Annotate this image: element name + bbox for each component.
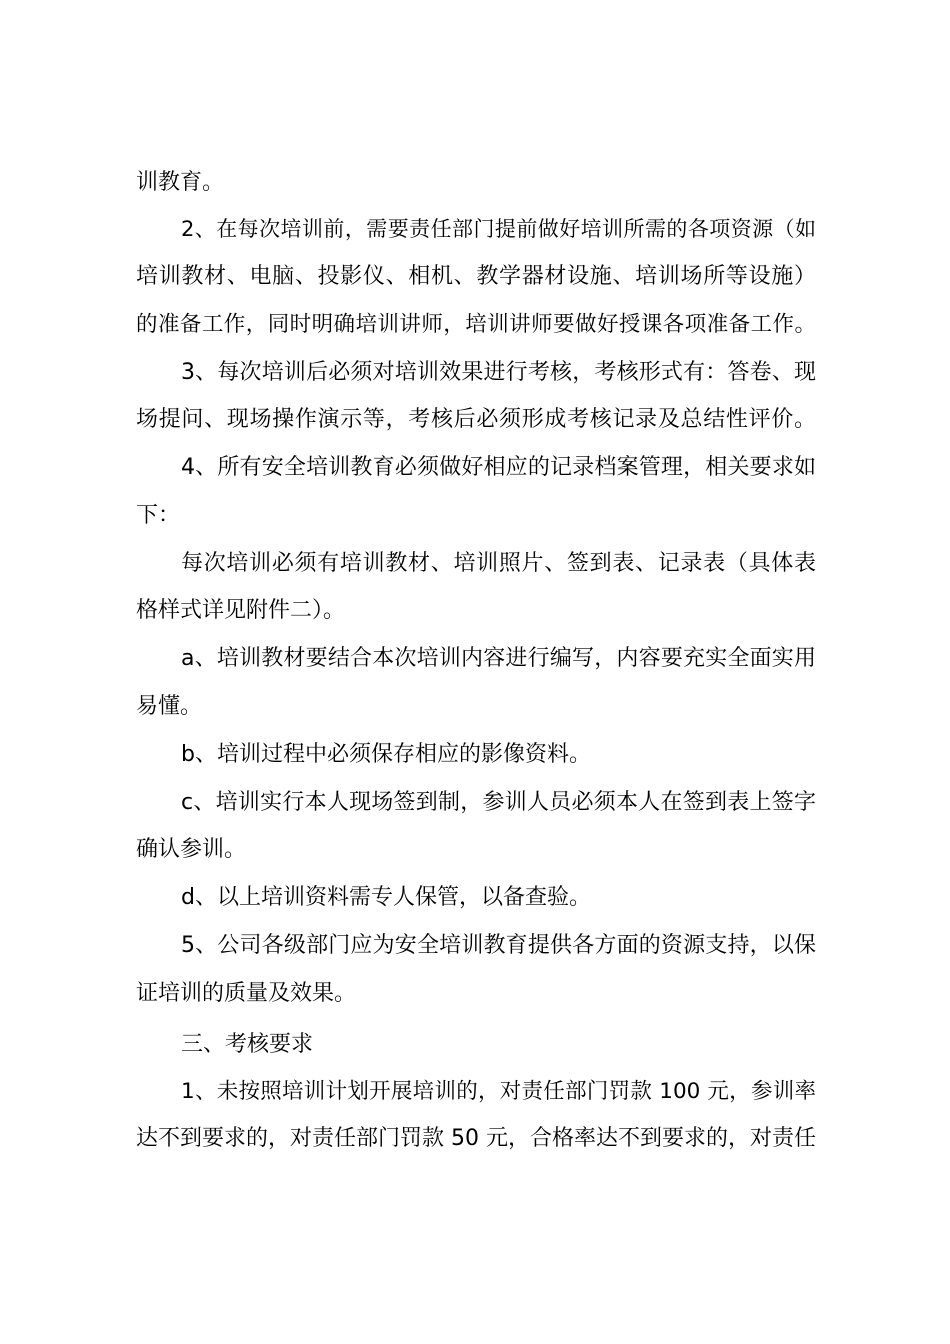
text-line: 1、未按照培训计划开展培训的，对责任部门罚款 100 元，参训率 (181, 1079, 816, 1104)
text-line: 场提问、现场操作演示等，考核后必须形成考核记录及总结性评价。 (136, 407, 816, 432)
text-line: c、培训实行本人现场签到制，参训人员必须本人在签到表上签字 (181, 790, 816, 815)
text-line: b、培训过程中必须保存相应的影像资料。 (181, 742, 591, 767)
text-line: 格样式详见附件二）。 (136, 598, 346, 623)
text-line: 5、公司各级部门应为安全培训教育提供各方面的资源支持，以保 (181, 933, 816, 958)
text-line: 每次培训必须有培训教材、培训照片、签到表、记录表（具体表 (181, 551, 816, 576)
text-line: 下： (136, 503, 181, 528)
text-line: 训教育。 (136, 170, 225, 195)
text-line: 2、在每次培训前，需要责任部门提前做好培训所需的各项资源（如 (181, 217, 816, 241)
text-line: 证培训的质量及效果。 (136, 981, 357, 1006)
text-line: d、以上培训资料需专人保管，以备查验。 (181, 885, 591, 910)
text-line: 达不到要求的，对责任部门罚款 50 元，合格率达不到要求的，对责任 (136, 1126, 816, 1151)
text-line: 易懂。 (136, 694, 203, 719)
section-heading: 三、考核要求 (181, 1032, 314, 1057)
text-line: 3、每次培训后必须对培训效果进行考核，考核形式有：答卷、现 (181, 360, 816, 385)
text-line: 确认参训。 (136, 837, 247, 862)
text-line: 的准备工作，同时明确培训讲师，培训讲师要做好授课各项准备工作。 (136, 312, 816, 337)
text-line: a、培训教材要结合本次培训内容进行编写，内容要充实全面实用 (181, 646, 816, 671)
text-line: 4、所有安全培训教育必须做好相应的记录档案管理，相关要求如 (181, 455, 816, 480)
text-line: 培训教材、电脑、投影仪、相机、教学器材设施、培训场所等设施） (136, 264, 816, 289)
